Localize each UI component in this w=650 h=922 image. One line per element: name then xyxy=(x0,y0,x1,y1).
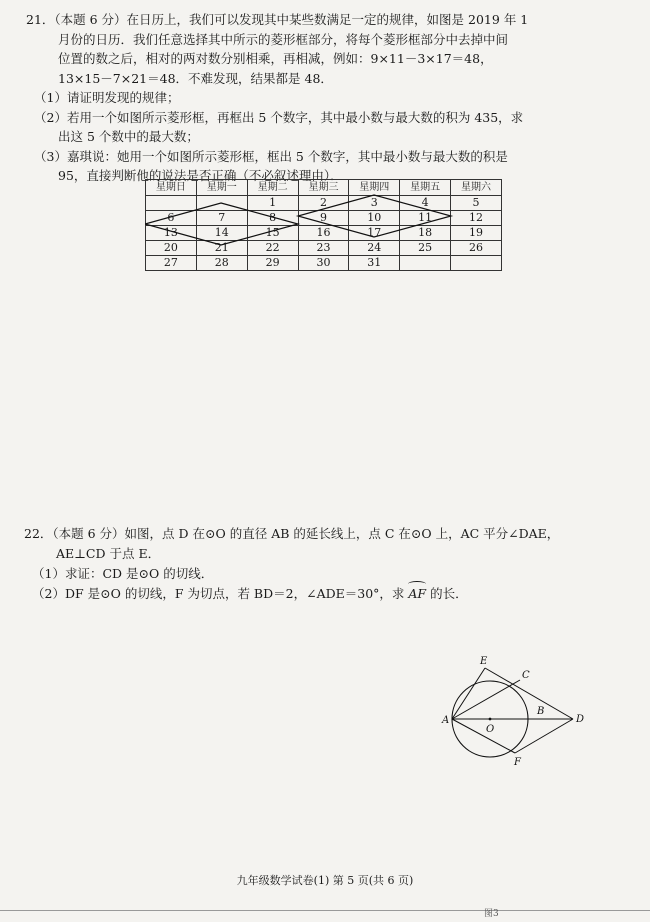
calendar-cell: 12 xyxy=(451,211,502,226)
q21-part2a: （2）若用一个如图所示菱形框，再框出 5 个数字，其中最小数与最大数的积为 435，求 xyxy=(34,109,524,125)
calendar-cell: 19 xyxy=(451,226,502,241)
calendar-figure xyxy=(145,179,502,272)
calendar-cell: 18 xyxy=(400,226,451,241)
q21-part3b: 95，直接判断他的说法是否正确（不必叙述理由）． xyxy=(58,168,343,183)
arc-af: AF xyxy=(408,584,426,604)
calendar-cell: 21 xyxy=(196,241,247,256)
calendar-cell: 29 xyxy=(247,256,298,271)
calendar-header-row xyxy=(146,180,502,196)
q22-line1: 22．（本题 6 分）如图，点 D 在⊙O 的直径 AB 的延长线上，点 C 在⊙O 上，AC 平分∠DAE， xyxy=(24,526,560,541)
calendar-cell: 17 xyxy=(349,226,400,241)
calendar-cell: 14 xyxy=(196,226,247,241)
label-c: C xyxy=(522,670,530,681)
calendar-row xyxy=(146,211,502,226)
calendar-cell: 3 xyxy=(349,196,400,211)
calendar-cell: 20 xyxy=(146,241,197,256)
calendar-header-cell: 星期二 xyxy=(247,180,298,196)
q21-line2: 月份的日历．我们任意选择其中所示的菱形框部分，将每个菱形框部分中去掉中间 xyxy=(58,31,509,47)
label-d: D xyxy=(576,714,585,725)
calendar-cell: 23 xyxy=(298,241,349,256)
calendar-cell xyxy=(196,196,247,211)
calendar-cell: 27 xyxy=(146,256,197,271)
calendar-cell xyxy=(451,256,502,271)
calendar-cell: 16 xyxy=(298,226,349,241)
calendar-cell: 5 xyxy=(451,196,502,211)
q22-part2-prefix: （2）DF 是⊙O 的切线，F 为切点，若 BD＝2，∠ADE＝30°，求 xyxy=(32,586,405,601)
page-footer: 九年级数学试卷(1) 第 5 页(共 6 页) xyxy=(236,874,414,887)
q22-part2 xyxy=(24,584,624,604)
calendar-cell: 26 xyxy=(451,241,502,256)
calendar-cell: 8 xyxy=(247,211,298,226)
q21-line3: 位置的数之后，相对的两对数分别相乘，再相减，例如：9×11－3×17＝48， xyxy=(58,51,493,66)
segment-ac xyxy=(452,680,520,719)
q22-part2-suffix: 的长． xyxy=(430,586,468,601)
q21-part1: （1）请证明发现的规律； xyxy=(34,90,180,105)
calendar-cell: 11 xyxy=(400,211,451,226)
calendar-row xyxy=(146,241,502,256)
calendar-cell: 9 xyxy=(298,211,349,226)
calendar-header-cell: 星期一 xyxy=(196,180,247,196)
calendar-cell: 1 xyxy=(247,196,298,211)
calendar-header-cell: 星期六 xyxy=(451,180,502,196)
calendar-cell: 2 xyxy=(298,196,349,211)
q22-part1: （1）求证：CD 是⊙O 的切线． xyxy=(32,566,214,581)
q21-part3a: （3）嘉琪说：她用一个如图所示菱形框，框出 5 个数字，其中最小数与最大数的积是 xyxy=(34,148,508,164)
geometry-figure xyxy=(440,650,590,770)
calendar-row xyxy=(146,256,502,271)
bottom-divider xyxy=(0,910,650,911)
calendar-cell: 28 xyxy=(196,256,247,271)
center-point-o xyxy=(489,718,492,721)
calendar-table xyxy=(145,179,502,271)
corner-stamp: 图3 xyxy=(484,909,499,919)
q21-line1: 21．（本题 6 分）在日历上，我们可以发现其中某些数满足一定的规律，如图是 2019 年 1 xyxy=(26,12,529,27)
segment-ae xyxy=(452,668,485,719)
calendar-cell xyxy=(400,256,451,271)
calendar-cell: 13 xyxy=(146,226,197,241)
calendar-cell: 15 xyxy=(247,226,298,241)
calendar-cell: 4 xyxy=(400,196,451,211)
calendar-cell: 25 xyxy=(400,241,451,256)
calendar-cell: 10 xyxy=(349,211,400,226)
calendar-header-cell: 星期日 xyxy=(146,180,197,196)
q21-part2b: 出这 5 个数中的最大数； xyxy=(58,129,199,144)
q22-line2: AE⊥CD 于点 E． xyxy=(56,546,161,561)
question-22 xyxy=(24,524,624,604)
calendar-row xyxy=(146,196,502,211)
q21-line4: 13×15－7×21＝48．不难发现，结果都是 48． xyxy=(58,70,333,86)
calendar-cell: 30 xyxy=(298,256,349,271)
label-e: E xyxy=(480,656,488,667)
calendar-cell: 7 xyxy=(196,211,247,226)
calendar-row xyxy=(146,226,502,241)
calendar-header-cell: 星期四 xyxy=(349,180,400,196)
segment-af xyxy=(452,719,515,753)
calendar-header-cell: 星期五 xyxy=(400,180,451,196)
calendar-cell: 31 xyxy=(349,256,400,271)
calendar-cell: 6 xyxy=(146,211,197,226)
label-f: F xyxy=(514,757,521,768)
calendar-header-cell: 星期三 xyxy=(298,180,349,196)
question-21 xyxy=(26,10,616,186)
calendar-cell: 24 xyxy=(349,241,400,256)
label-b: B xyxy=(537,706,545,717)
label-o: O xyxy=(486,724,495,735)
calendar-cell: 22 xyxy=(247,241,298,256)
calendar-cell xyxy=(146,196,197,211)
label-a: A xyxy=(442,715,450,726)
